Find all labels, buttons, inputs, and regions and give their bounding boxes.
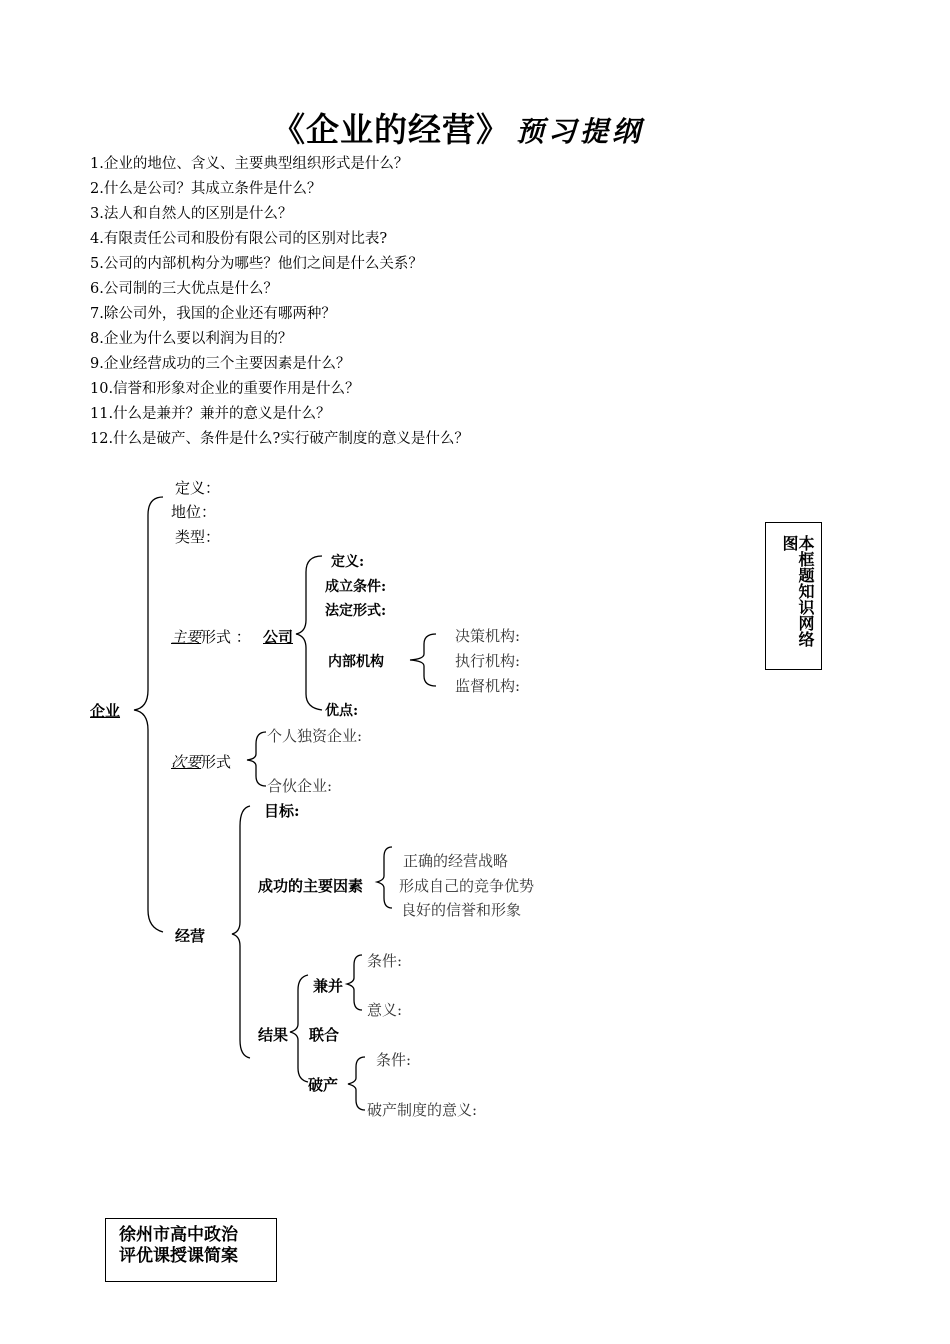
question-item: 7.除公司外，我国的企业还有哪两种？ bbox=[90, 306, 336, 322]
node-supervisory-body: 监督机构: bbox=[455, 677, 521, 695]
node-factor-reputation: 良好的信誉和形象 bbox=[401, 901, 522, 919]
node-executive-body: 执行机构: bbox=[455, 652, 521, 670]
node-operation: 经营 bbox=[175, 927, 206, 945]
title-sub: 预习提纲 bbox=[516, 115, 645, 148]
node-advantages: 优点: bbox=[325, 703, 359, 719]
title-main: 《企业的经营》 bbox=[272, 110, 510, 149]
node-factor-strategy: 正确的经营战略 bbox=[403, 852, 509, 870]
node-bankruptcy-conditions: 条件: bbox=[376, 1051, 412, 1069]
node-types: 类型： bbox=[175, 528, 221, 546]
question-item: 11.什么是兼并？兼并的意义是什么？ bbox=[90, 406, 331, 422]
node-status: 地位： bbox=[171, 503, 217, 521]
question-item: 3.法人和自然人的区别是什么？ bbox=[90, 206, 293, 222]
node-merger-meaning: 意义: bbox=[367, 1001, 403, 1019]
question-item: 4.有限责任公司和股份有限公司的区别对比表? bbox=[90, 231, 388, 247]
question-item: 5.公司的内部机构分为哪些？他们之间是什么关系？ bbox=[90, 256, 423, 272]
footer-line-1: 徐州市高中政治 bbox=[119, 1225, 238, 1245]
secondary-form-suffix: 形式 bbox=[201, 753, 232, 771]
node-company-conditions: 成立条件: bbox=[325, 579, 387, 595]
node-company-legal-form: 法定形式: bbox=[325, 603, 387, 619]
node-decision-body: 决策机构: bbox=[455, 627, 521, 645]
question-item: 2.什么是公司？其成立条件是什么？ bbox=[90, 181, 322, 197]
node-secondary-form bbox=[171, 751, 231, 772]
side-label-suffix: 图 bbox=[780, 535, 799, 551]
question-item: 12.什么是破产、条件是什么?实行破产制度的意义是什么？ bbox=[90, 431, 469, 447]
main-form-suffix: 形式 ： bbox=[201, 628, 251, 646]
node-enterprise: 企业 bbox=[90, 702, 121, 720]
node-results: 结果 bbox=[258, 1026, 289, 1044]
knowledge-network-label-box bbox=[765, 522, 822, 670]
main-form-prefix: 主要 bbox=[171, 628, 202, 646]
question-item: 9.企业经营成功的三个主要因素是什么？ bbox=[90, 356, 351, 372]
node-goal: 目标: bbox=[264, 802, 300, 820]
node-company: 公司 bbox=[263, 628, 294, 646]
node-merger: 兼并 bbox=[313, 977, 344, 995]
footer-box bbox=[105, 1218, 277, 1282]
question-item: 1.企业的地位、含义、主要典型组织形式是什么？ bbox=[90, 156, 409, 172]
node-merger-conditions: 条件: bbox=[367, 952, 403, 970]
node-main-form bbox=[171, 626, 251, 647]
node-company-definition: 定义: bbox=[331, 554, 365, 570]
node-bankruptcy: 破产 bbox=[308, 1076, 339, 1094]
node-union: 联合 bbox=[309, 1026, 340, 1044]
footer-line-2: 评优课授课简案 bbox=[119, 1246, 238, 1266]
question-item: 6.公司制的三大优点是什么？ bbox=[90, 281, 278, 297]
node-bankruptcy-meaning: 破产制度的意义: bbox=[367, 1101, 478, 1119]
node-internal-bodies: 内部机构 bbox=[328, 654, 384, 670]
node-success-factors: 成功的主要因素 bbox=[258, 877, 364, 895]
secondary-form-prefix: 次要 bbox=[171, 753, 202, 771]
question-item: 10.信誉和形象对企业的重要作用是什么？ bbox=[90, 381, 360, 397]
node-sole-proprietorship: 个人独资企业: bbox=[267, 727, 363, 745]
node-factor-advantage: 形成自己的竞争优势 bbox=[399, 877, 535, 895]
side-label-main: 本框题知识网络 bbox=[796, 535, 815, 647]
question-item: 8.企业为什么要以利润为目的？ bbox=[90, 331, 293, 347]
node-definition: 定义： bbox=[175, 479, 221, 497]
node-partnership: 合伙企业: bbox=[267, 777, 333, 795]
